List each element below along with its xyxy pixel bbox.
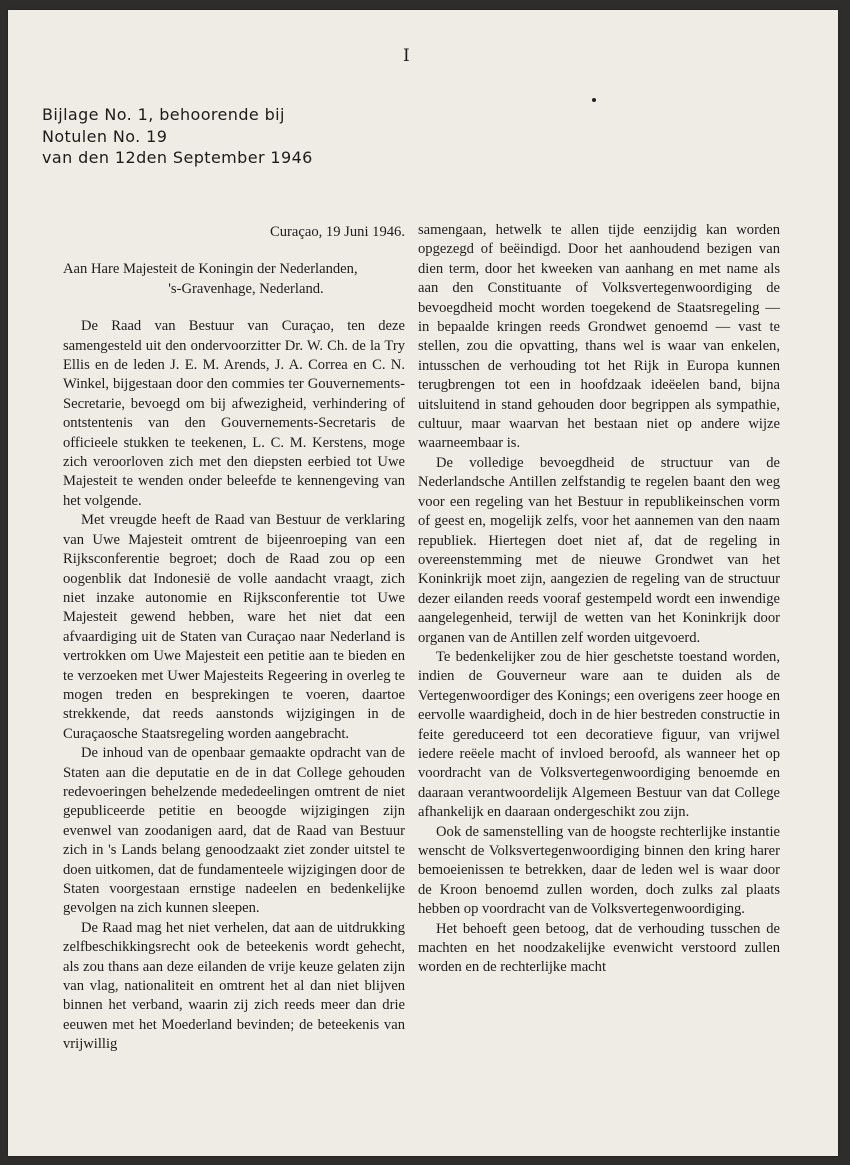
paragraph: De Raad van Bestuur van Curaçao, ten deze samengesteld uit den ondervoorzitter Dr. W. Ch. de la Try Ellis en de leden J. E. M. Arends, J. A. Correa en C. N. Winkel, bijgestaan door den commies ter Gouvernements-Secretarie, bevoegd om bij afwezigheid, verhindering of ontstentenis van den Gouvernements-Secretaris de officieele stukken te teekenen, L. C. M. Kerstens, moge zich veroorloven zich met den diepsten eerbied tot Uwe Majesteit te wenden onder beleefde te kennengeving van het volgende. — [63, 318, 405, 509]
header-line-1: Bijlage No. 1, behoorende bij — [42, 105, 285, 124]
paragraph: De inhoud van de openbaar gemaakte opdracht van de Staten aan die deputatie en de in dat College gehouden redevoeringen behelzende mededeelingen omtrent de niet gepubliceerde petitie en beoogde wijzigingen zijn evenwel van zoodanigen aard, dat de Raad van Bestuur zich in 's Lands belang genoodzaakt ziet zonder uitstel te doen uitkomen, dat de fundamenteele wijzigingen door de Staten voorgestaan ernstige nadeelen en bedenkelijke gevolgen na zich kunnen sleepen. — [63, 745, 405, 917]
paragraph-continued: samengaan, hetwelk te allen tijde eenzijdig kan worden opgezegd of beëindigd. Door het aanhoudend bezigen van dien term, door het kweeken van aanhang en met name als aan den Constituante of Volksvertegenwoordiging de bevoegdheid mocht worden toegekend de Staatsregeling — in bepaalde kringen reeds Grondwet genoemd — vast te stellen, zou die opvatting, thans wel is waar van enkelen, intusschen de verhouding tot het Rijk in Europa kunnen terugbrengen tot een in hoofdzaak ideëelen band, bijna uitsluitend in stand gehouden door begrippen als sympathie, cultuur, maar waarvan het bestaan niet op andere wijze waarneembaar is. — [418, 222, 780, 452]
header-line-2: Notulen No. 19 — [42, 126, 168, 146]
letter-date: Curaçao, 19 Juni 1946. — [270, 224, 405, 240]
page-number: I — [403, 46, 410, 66]
paragraph: De volledige bevoegdheid de structuur van de Nederlandsche Antillen zelfstandig te regelen baant den weg voor een regeling van het Bestuur in republikeinschen vorm of geest en, mogelijk zelfs, voor het aannemen van den naam republiek. Hiertegen doet niet af, dat de regeling in overeenstemming met de nieuwe Grondwet van het Koninkrijk moet zijn, aangezien de regeling van de structuur dezer eilanden reeds vooraf gestempeld wordt een inwendige aangelegenheid, terwijl de wetten van het Koninkrijk door organen van de Antillen zelf worden uitgevoerd. — [418, 454, 780, 646]
paragraph: De Raad mag het niet verhelen, dat aan de uitdrukking zelfbeschikkingsrecht ook de beteekenis wordt gehecht, als zou thans aan deze eilanden de vrije keuze gelaten zijn van vlag, nationaliteit en omtrent het al dan niet blijven binnen het verband, waarin zij zich reeds meer dan drie eeuwen met het Moederland bevinden; de beteekenis van vrijwillig — [63, 919, 405, 1053]
appendix-header — [42, 104, 313, 169]
address-line-2: 's-Gravenhage, Nederland. — [168, 280, 324, 297]
ink-dot — [592, 98, 596, 102]
header-line-3: van den 12den September 1946 — [42, 148, 313, 167]
right-column — [418, 221, 780, 978]
left-column — [63, 223, 405, 1055]
address-line-1: Aan Hare Majesteit de Koningin der Nederlanden, — [63, 261, 358, 278]
document-page — [8, 10, 838, 1156]
paragraph: Ook de samenstelling van de hoogste rechterlijke instantie wenscht de Volksvertegenwoordiging binnen den kring harer bemoeienissen te betrekken, daar de leden wel is waar door de Kroon benoemd zullen worden, doch zulks zal plaats hebben op voordracht van de Volksvertegenwoordiging. — [418, 823, 780, 918]
letter-address — [63, 260, 405, 299]
paragraph: Te bedenkelijker zou de hier geschetste toestand worden, indien de Gouverneur ware aan te duiden als de Vertegenwoordiger des Konings; een overigens zeer hooge en eervolle waardigheid, doch in de hier bestreden constructie in feite gereduceerd tot een decoratieve figuur, van vrijwel iedere reëele macht of invloed beroofd, als wanneer het op voordracht van de Volksvertegenwoordiging benoemde en daaraan verantwoordelijk Algemeen Bestuur van dat College afhankelijk en daaraan ondergeschikt zou zijn. — [418, 648, 780, 821]
paragraph: Het behoeft geen betoog, dat de verhouding tusschen de machten en het noodzakelijke evenwicht verstoord zullen worden en de rechterlijke macht — [418, 920, 780, 976]
paragraph: Met vreugde heeft de Raad van Bestuur de verklaring van Uwe Majesteit omtrent de bijeenroeping van een Rijksconferentie begroet; doch de Raad zou op een oogenblik dat Indonesië de volle aandacht vraagt, zich niet inzake autonomie en Rijksconferentie tot Uwe Majesteit gewend hebben, ware het niet dat een afvaardiging uit de Staten van Curaçao naar Nederland is vertrokken om Uwe Majesteit een petitie aan te bieden en te verzoeken met Uwer Majesteits Regeering in overleg te mogen treden en besprekingen te voeren, daartoe strekkende, dat reeds aanstonds wijzigingen in de Curaçaosche Staatsregeling worden aangebracht. — [63, 512, 405, 742]
